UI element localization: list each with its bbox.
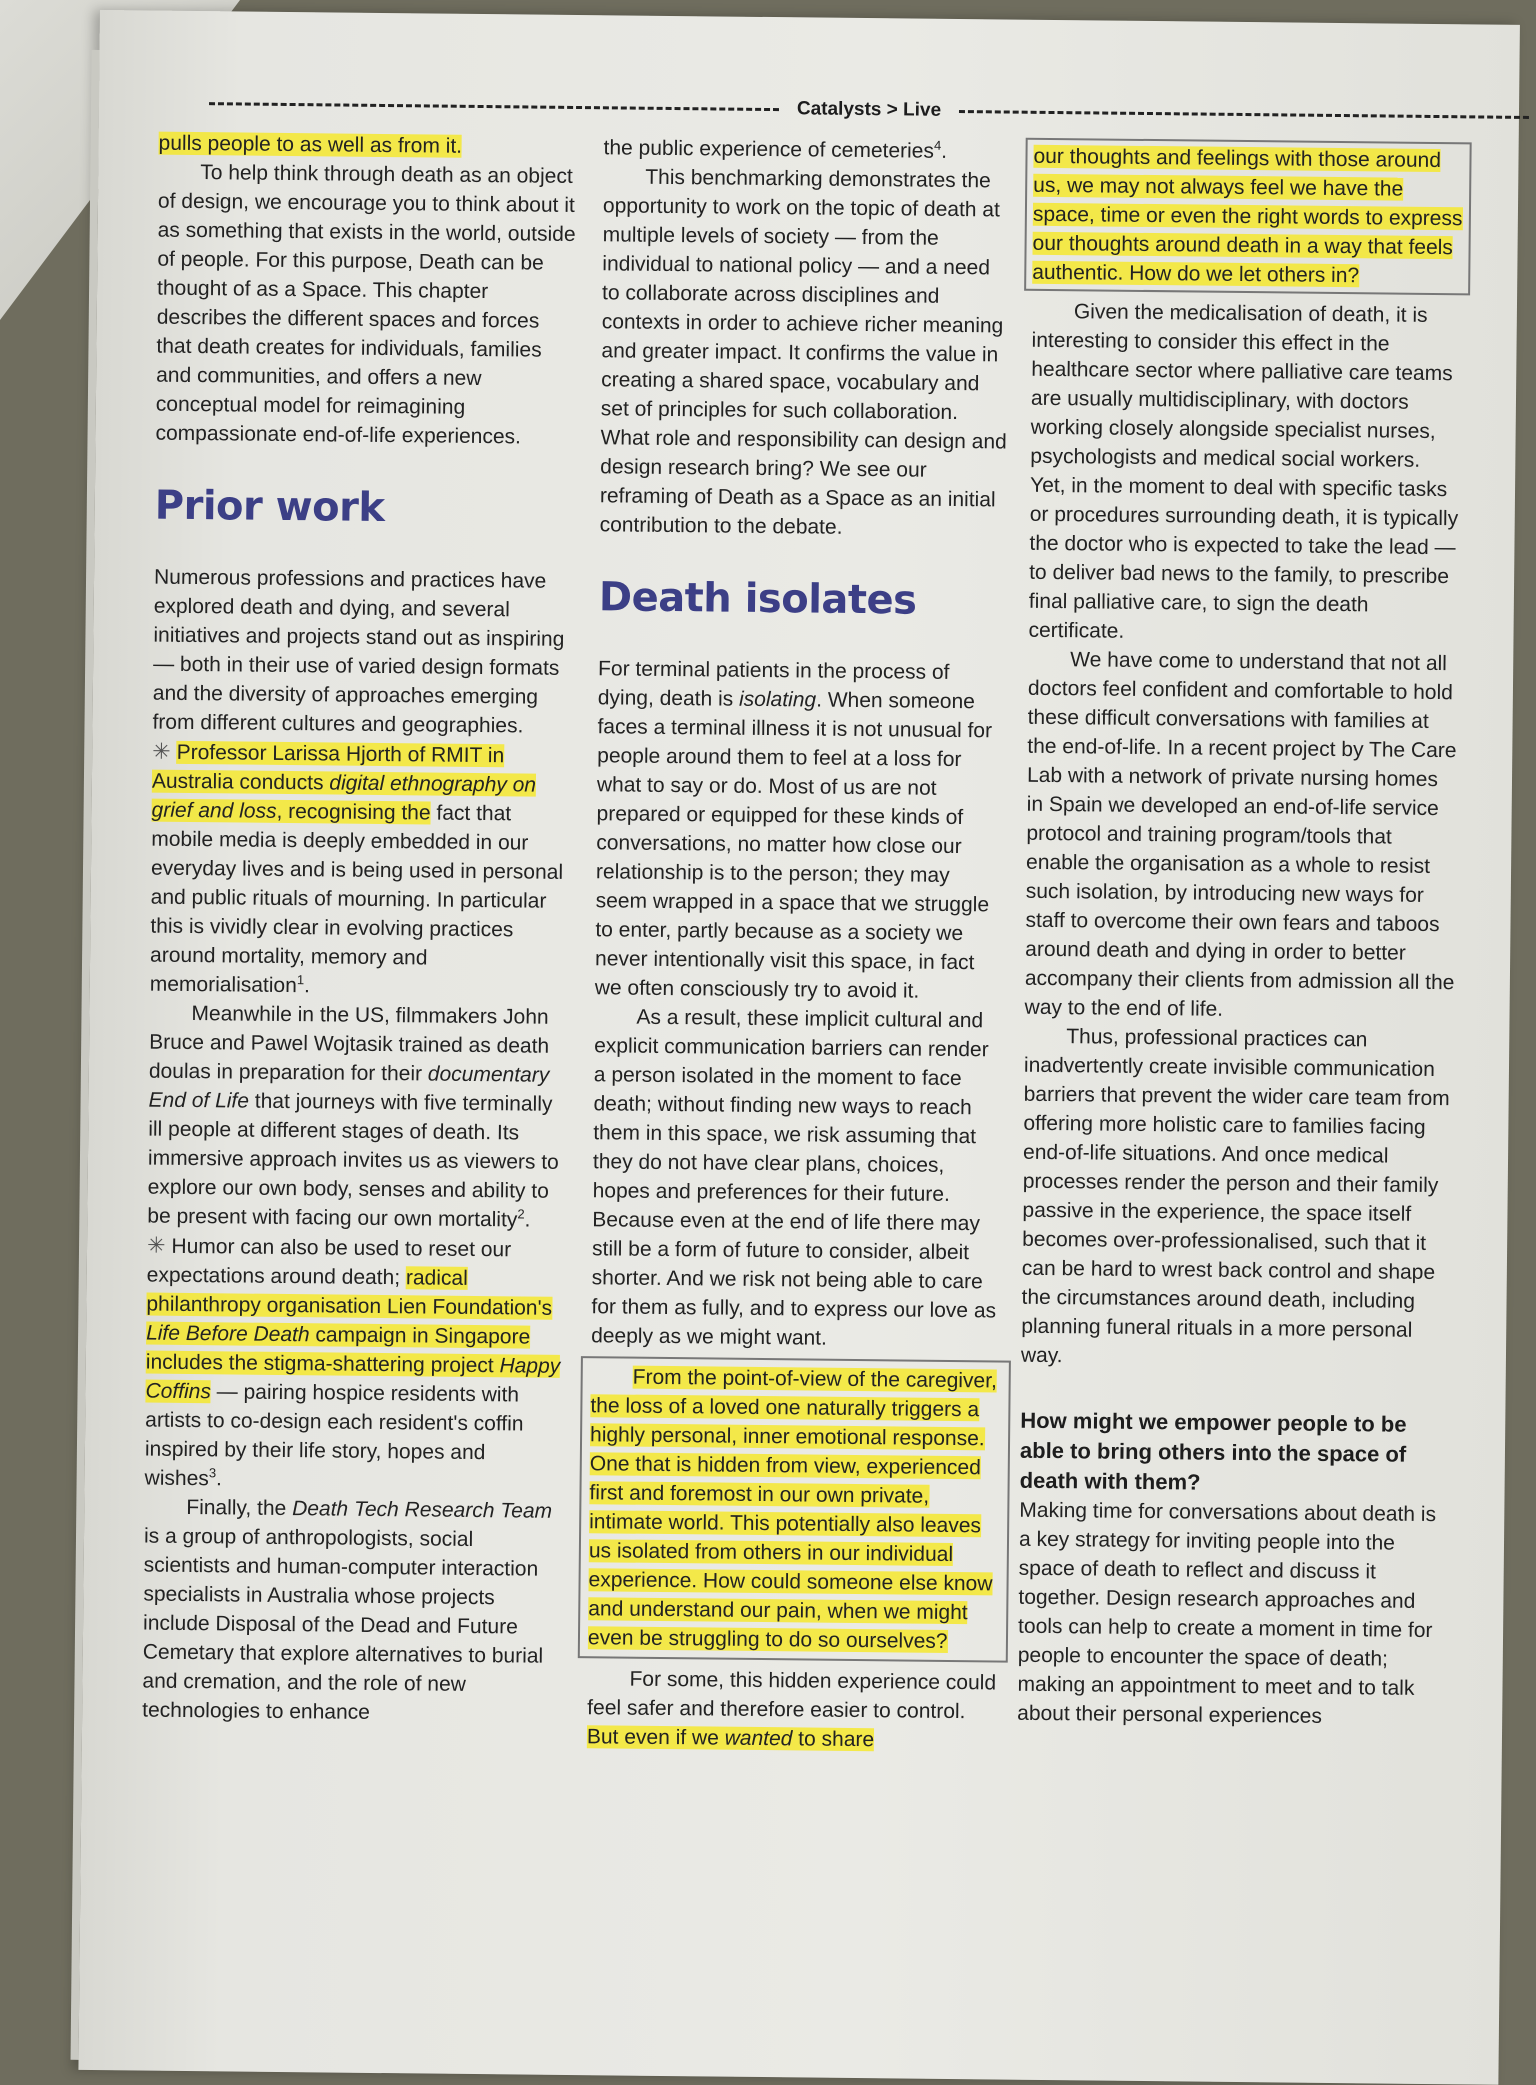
column-right xyxy=(1017,138,1464,1732)
paragraph: ✳ Humor can also be used to reset our expectations around death; radical philanthropy organisation Lien Foundation's Life Before Death campaign in Singapore includes the stigma-shattering project Happy Coffins — pairing hospice residents with artists to co-design each resident's coffin inspired by their life story, hopes and wishes$^3$. xyxy=(144,1232,561,1491)
paragraph: We have come to understand that not all doctors feel confident and comfortable to hold these difficult conversations with families at the end-of-life. In a recent project by The Care Lab with a network of private nursing homes in Spain we developed an end-of-life service protocol and training program/tools that enable the organisation as a whole to resist such isolation, by introducing new ways for staff to overcome their own fears and taboos around death and dying in order to better accompany their clients from admission all the way to the end of life. xyxy=(1024,648,1457,1021)
paragraph xyxy=(1032,142,1463,291)
highlighted-text: pulls people to as well as from it. xyxy=(158,131,463,158)
paragraph xyxy=(587,1664,998,1755)
subheading-question: How might we empower people to be able to bring others into the space of death with them? xyxy=(1019,1407,1407,1495)
text-span: Meanwhile in the US, filmmakers John Bruce and Pawel Wojtasik trained as death doulas in preparation for their xyxy=(148,1002,550,1086)
section-heading-prior-work: Prior work xyxy=(154,482,385,532)
pencil-boxed-passage xyxy=(1024,138,1472,296)
footnote-ref: 4 xyxy=(933,137,942,153)
star-annotation-icon: ✳ xyxy=(146,1232,166,1258)
paragraph: Given the medicalisation of death, it is interesting to consider this effect in the healthcare sector where palliative care teams are usually multidisciplinary, with doctors working closely alongside specialist nurses, psychologists and medical social workers. Yet, in the moment to deal with specific tasks or procedures surrounding death, it is typically the doctor who is expected to take the lead — to deliver bad news to the family, to prescribe final palliative care, to sign the death certificate. xyxy=(1028,300,1459,643)
text-span: is a group of anthropologists, social scientists and human-computer interaction specialists in Australia whose projects include Disposal of the Dead and Future Cemetary that explore alternatives to burial and cremation, and the role of new technologies to enhance xyxy=(142,1524,544,1724)
text-span: campaign in Singapore includes the stigma-shattering project xyxy=(145,1323,531,1378)
emphasis-text: Happy Coffins xyxy=(145,1354,561,1404)
text-span: But even if we xyxy=(586,1725,725,1750)
text-span: — pairing hospice residents with artists to co-design each resident's coffin inspired by their life story, hopes and wishes xyxy=(144,1380,524,1491)
emphasis-text: digital ethnography on grief and loss xyxy=(151,771,537,823)
paragraph: Numerous professions and practices have explored death and dying, and several initiatives and projects stand out as inspiring — both in their use of varied design formats and the diversity of approaches emerging from different cultures and geographies. xyxy=(152,565,565,738)
text-span: radical philanthropy organisation Lien Foundation's xyxy=(146,1266,553,1320)
paragraph: Making time for conversations about death is a key strategy for inviting people into the space of death to reflect and discuss it together. Design research approaches and tools can help to create a moment in time for people to encounter the space of death; making an appointment to meet and to talk about their personal experiences xyxy=(1017,1498,1437,1728)
column-left xyxy=(142,129,579,1729)
paragraph: Meanwhile in the US, filmmakers John Bruce and Pawel Wojtasik trained as death doulas in preparation for their documentary End of Life that journeys with five terminally ill people at different stages of death. Its immersive approach invites us as viewers to explore our own body, senses and ability to be present with facing our own mortality$^2$. xyxy=(147,1002,559,1232)
emphasis-text: isolating xyxy=(738,687,817,712)
highlighted-text: From the point-of-view of the caregiver, the loss of a loved one naturally triggers a highly personal, inner emotional response. One that is hidden from view, experienced first and foremost in our own private, intimate world. This potentially also leaves us isolated from others in our individual experience. How could someone else know and understand our pain, when we might even be struggling to do so ourselves? xyxy=(587,1365,997,1653)
emphasis-text: wanted xyxy=(724,1726,793,1751)
emphasis-text: Death Tech Research Team xyxy=(292,1497,553,1523)
footnote-ref: 2 xyxy=(517,1206,525,1222)
highlighted-text xyxy=(587,1725,874,1751)
text-span: the public experience of cemeteries xyxy=(603,136,935,163)
text-span: . When someone faces a terminal illness it is not unusual for people around them to feel at a loss for what to say or do. Most of us are not prepared or equipped for these kinds of conversations, no matter how close our relationship is to the person; they may seem wrapped in a space that we struggle to enter, partly because as a society we never intentionally visit this space, in fact we often consciously try to avoid it. xyxy=(594,688,993,1003)
text-span: Professor Larissa Hjorth of RMIT in Australia conducts xyxy=(151,740,505,795)
text-span: , recognising the xyxy=(276,799,431,825)
paragraph xyxy=(595,654,1009,1006)
header-dash-left xyxy=(209,102,779,111)
column-middle xyxy=(587,133,1014,1755)
section-heading-death-isolates: Death isolates xyxy=(598,574,917,624)
text-span: Humor can also be used to reset our expectations around death; xyxy=(146,1234,512,1290)
section-breadcrumb: Catalysts > Live xyxy=(796,98,942,121)
highlighted-text: our thoughts and feelings with those around us, we may not always feel we have the space, time or even the right words to express our thoughts around death in a way that feels authentic. How do we let others in? xyxy=(1032,144,1463,288)
footnote-ref: 1 xyxy=(296,972,305,988)
text-span: For some, this hidden experience could feel safer and therefore easier to control. xyxy=(587,1667,997,1724)
text-span: Finally, the xyxy=(186,1495,293,1521)
emphasis-text: documentary End of Life xyxy=(148,1062,550,1113)
running-header xyxy=(209,83,1529,137)
page-edge xyxy=(71,50,100,2060)
emphasis-text: Life Before Death xyxy=(146,1321,310,1347)
text-span: fact that mobile media is deeply embedded in our everyday lives and is being used in personal and public rituals of mourning. In particular this is vividly clear in evolving practices around mortality, memory and memorialisation xyxy=(149,801,564,998)
paragraph: the public experience of cemeteries$^4$. xyxy=(603,136,948,163)
text-span: For terminal patients in the process of dying, death is xyxy=(597,657,950,711)
footnote-ref: 3 xyxy=(208,1465,217,1481)
text-span: that journeys with five terminally ill people at different stages of death. Its immersive approach invites us as viewers to explore our own body, senses and ability to be present with facing our own mortality xyxy=(147,1089,559,1232)
paragraph xyxy=(142,1493,564,1729)
paragraph: Thus, professional practices can inadvertently create invisible communication barriers that prevent the wider care team from offering more holistic care to families facing end-of-life situations. And once medical processes render the person and their family passive in the experience, the space itself becomes over-professionalised, such that it can be hard to wrest back control and shape the circumstances around death, including planning funeral rituals in a more personal way. xyxy=(1020,1025,1450,1368)
star-annotation-icon: ✳ xyxy=(152,738,171,764)
pencil-boxed-passage xyxy=(578,1356,1011,1662)
header-dash-right xyxy=(959,110,1529,119)
paragraph: As a result, these implicit cultural and explicit communication barriers can render a person isolated in the moment to face death; without finding new ways to reach them in this space, we risk assuming that they do not have clear plans, choices, hopes and preferences for their future. Because even at the end of life there may still be a form of future to consider, albeit shorter. And we risk not being able to care for them as fully, and to express our love as deeply as we might want. xyxy=(591,1005,997,1350)
text-span: to share xyxy=(792,1727,875,1752)
paragraph: ✳ Professor Larissa Hjorth of RMIT in Australia conducts digital ethnography on grief and loss, recognising the fact that mobile media is deeply embedded in our everyday lives and is being used in personal and public rituals of mourning. In particular this is vividly clear in evolving practices around mortality, memory and memorialisation$^1$. xyxy=(149,738,564,998)
paragraph xyxy=(158,129,578,162)
paragraph xyxy=(588,1362,1001,1656)
paragraph: This benchmarking demonstrates the opportunity to work on the topic of death at multiple levels of society — from the individual to national policy — and a need to collaborate across disciplines and contexts in order to achieve richer meaning and greater impact. It confirms the value in creating a shared space, vocabulary and set of principles for such collaboration. What role and responsibility can design and design research bring? We see our reframing of Death as a Space as an initial contribution to the debate. xyxy=(599,165,1007,539)
book-page xyxy=(78,10,1519,2085)
paragraph: To help think through death as an object of design, we encourage you to think about it as something that exists in the world, outside of people. For this purpose, Death can be thought of as a Space. This chapter describes the different spaces and forces that death creates for individuals, families and communities, and offers a new conceptual model for reimagining compassionate end-of-life experiences. xyxy=(155,161,576,449)
